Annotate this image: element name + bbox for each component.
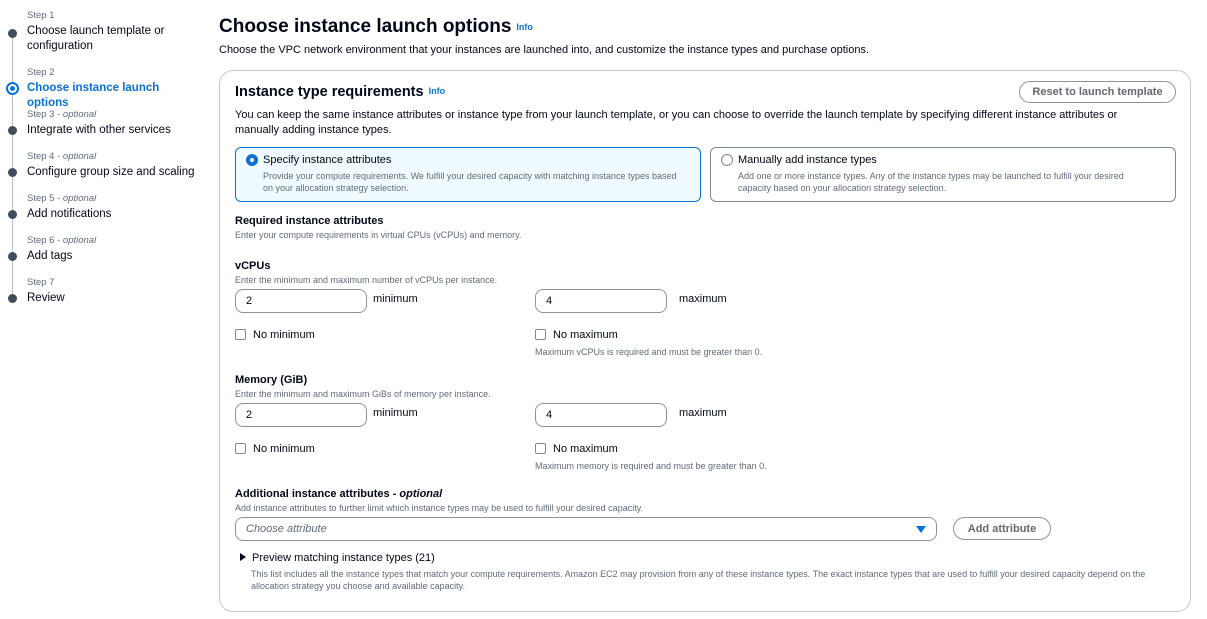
choose-attribute-select[interactable] (235, 517, 937, 541)
additional-attributes-title: Additional instance attributes - optional (235, 488, 443, 500)
page-title-text: Choose instance launch options (219, 16, 512, 37)
radio-unselected-icon[interactable] (721, 154, 733, 166)
memory-min-suffix: minimum (373, 407, 418, 419)
step-label-add-tags[interactable]: Add tags (27, 250, 73, 262)
additional-attributes-hint: Add instance attributes to further limit which instance types may be used to fulfill your desired capacity. (235, 503, 644, 513)
step-label-choose-instance-launch-options[interactable]: Choose instance launch options (27, 82, 160, 109)
step-number: Step 4 - optional (27, 151, 97, 162)
panel-title (235, 84, 445, 100)
page-description: Choose the VPC network environment that your instances are launched into, and customize the instance types and purchase options. (219, 44, 869, 56)
preview-label: Preview matching instance types (21) (252, 552, 435, 564)
step-dot (8, 210, 17, 219)
vcpus-no-minimum-checkbox[interactable] (235, 329, 246, 340)
vcpus-hint: Enter the minimum and maximum number of vCPUs per instance. (235, 275, 498, 285)
vcpus-min-input[interactable]: 2 (235, 289, 367, 313)
vcpus-max-error: Maximum vCPUs is required and must be greater than 0. (535, 347, 763, 357)
vcpus-no-minimum-label[interactable]: No minimum (253, 329, 315, 341)
vcpus-max-suffix: maximum (679, 293, 727, 305)
step-label-configure-group-size[interactable]: Configure group size and scaling (27, 166, 195, 178)
memory-max-input[interactable]: 4 (535, 403, 667, 427)
step-number: Step 1 (27, 10, 55, 21)
memory-no-maximum-checkbox[interactable] (535, 443, 546, 454)
step-number: Step 7 (27, 277, 55, 288)
memory-min-input[interactable]: 2 (235, 403, 367, 427)
vcpus-min-suffix: minimum (373, 293, 418, 305)
step-dot (8, 252, 17, 261)
tile-description: Add one or more instance types. Any of the instance types may be launched to fulfill your desired capacity based on your allocation strategy selection. (738, 171, 1124, 193)
radio-selected-icon[interactable] (246, 154, 258, 166)
step-number: Step 3 - optional (27, 109, 97, 120)
vcpus-no-maximum-checkbox[interactable] (535, 329, 546, 340)
caret-down-icon (916, 526, 926, 533)
step-number: Step 5 - optional (27, 193, 97, 204)
tile-description: Provide your compute requirements. We fulfill your desired capacity with matching instance types based on your allocation strategy selection. (263, 171, 677, 193)
step-number: Step 6 - optional (27, 235, 97, 246)
step-label-review[interactable]: Review (27, 292, 65, 304)
step-dot (8, 168, 17, 177)
preview-description: This list includes all the instance types that match your compute requirements. Amazon EC2 may provision from any of these instance types. The exact instance types that are used to fulfill your desired capacity depend on the allocation strategy you choose and available capacity. (251, 569, 1146, 591)
instance-type-requirements-panel (219, 70, 1191, 612)
step-dot (8, 294, 17, 303)
panel-description: You can keep the same instance attributes or instance type from your launch template, or you can choose to override the launch template by specifying different instance attributes or manually adding instance types. (235, 109, 1118, 136)
memory-no-minimum-checkbox[interactable] (235, 443, 246, 454)
memory-max-suffix: maximum (679, 407, 727, 419)
tile-label: Manually add instance types (738, 154, 877, 166)
page-info-link[interactable]: Info (516, 22, 533, 32)
vcpus-no-maximum-label[interactable]: No maximum (553, 329, 618, 341)
panel-info-link[interactable]: Info (428, 86, 446, 96)
caret-right-icon (240, 553, 246, 561)
add-attribute-button[interactable]: Add attribute (953, 517, 1051, 540)
memory-no-minimum-label[interactable]: No minimum (253, 443, 315, 455)
step-label-integrate-services[interactable]: Integrate with other services (27, 124, 171, 136)
preview-matching-instance-types-toggle[interactable] (240, 552, 435, 564)
required-attributes-hint: Enter your compute requirements in virtual CPUs (vCPUs) and memory. (235, 230, 522, 240)
step-dot (8, 29, 17, 38)
step-label-add-notifications[interactable]: Add notifications (27, 208, 112, 220)
panel-title-text: Instance type requirements (235, 84, 424, 100)
wizard-stepper (0, 0, 200, 619)
vcpus-title: vCPUs (235, 260, 271, 272)
step-dot (8, 126, 17, 135)
memory-title: Memory (GiB) (235, 374, 308, 386)
memory-max-error: Maximum memory is required and must be greater than 0. (535, 461, 767, 471)
tile-specify-instance-attributes[interactable] (235, 147, 701, 202)
required-attributes-title: Required instance attributes (235, 215, 384, 227)
page-title (219, 16, 533, 38)
memory-no-maximum-label[interactable]: No maximum (553, 443, 618, 455)
step-number: Step 2 (27, 67, 55, 78)
reset-to-launch-template-button[interactable]: Reset to launch template (1019, 81, 1176, 103)
vcpus-max-input[interactable]: 4 (535, 289, 667, 313)
memory-hint: Enter the minimum and maximum GiBs of memory per instance. (235, 389, 491, 399)
select-placeholder: Choose attribute (246, 523, 327, 535)
tile-manually-add-instance-types[interactable] (710, 147, 1176, 202)
step-label-choose-launch-template[interactable]: Choose launch template or configuration (27, 25, 165, 52)
tile-label: Specify instance attributes (263, 154, 392, 166)
step-dot-active (6, 82, 19, 95)
